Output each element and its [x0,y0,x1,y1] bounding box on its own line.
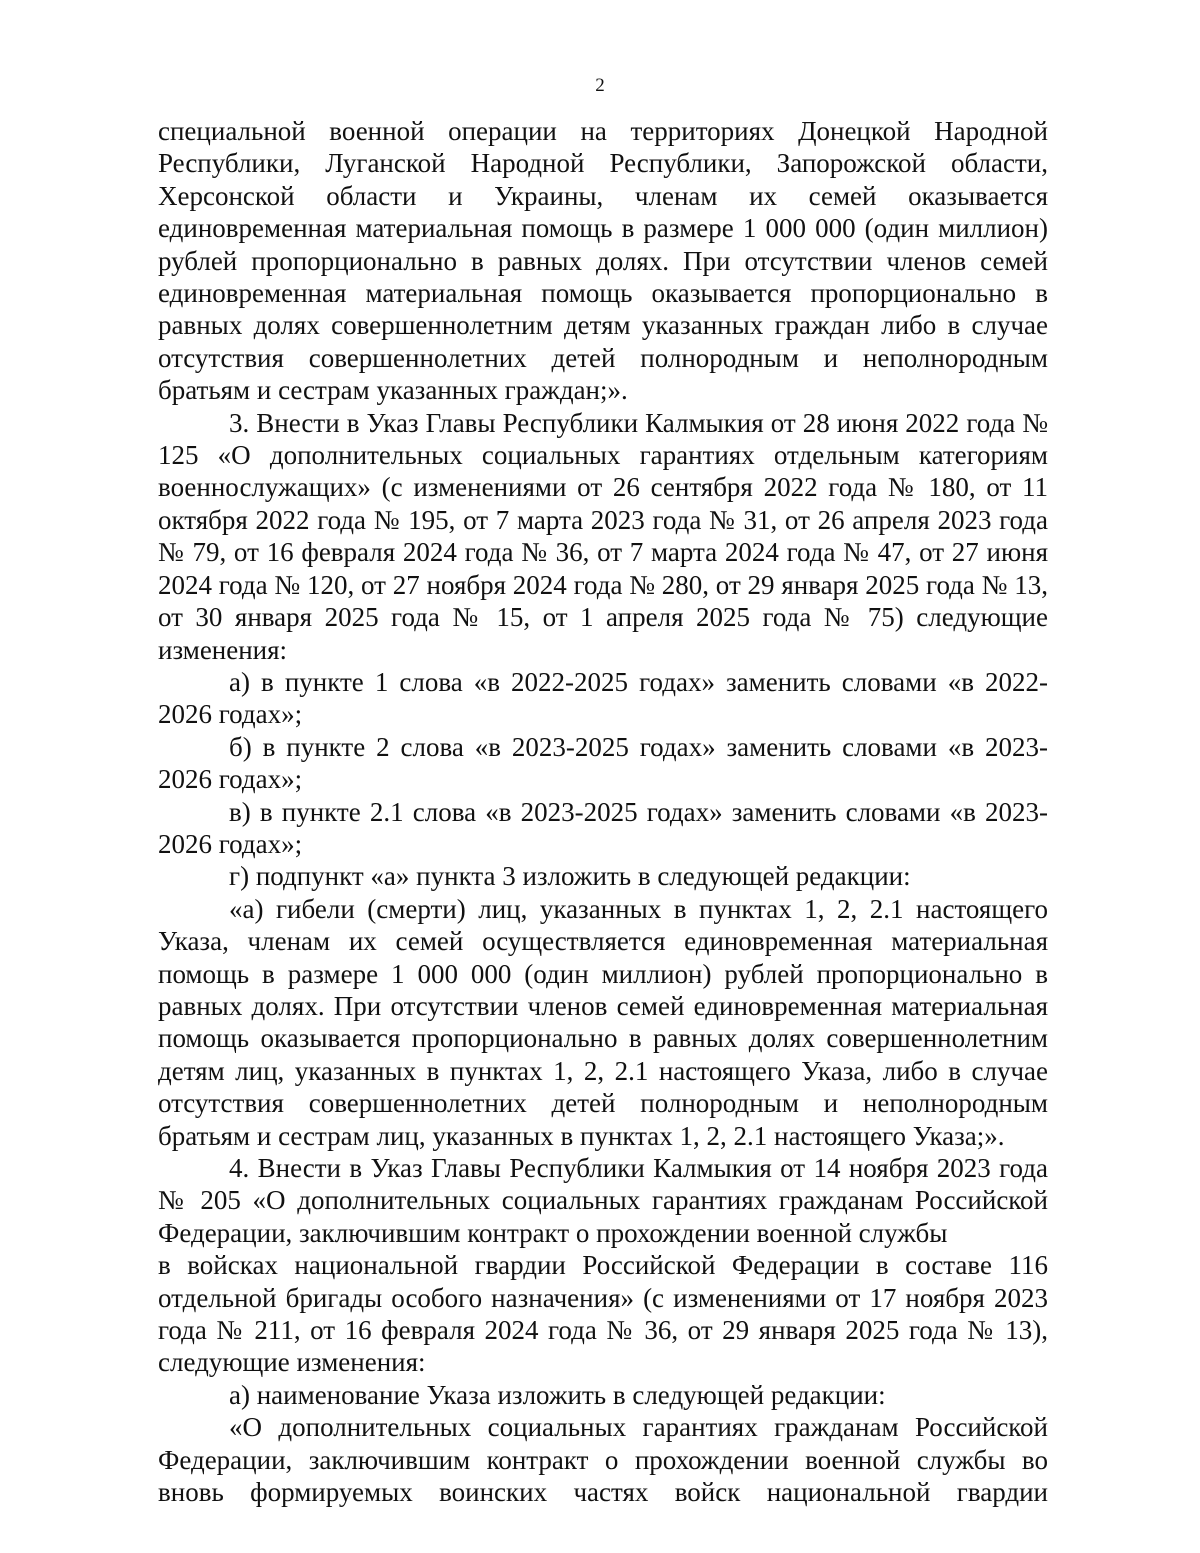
paragraph-item-3: 3. Внести в Указ Главы Республики Калмыкия от 28 июня 2022 года № 125 «О дополнительных социальных гарантиях отдельным категориям военнослужащих» (с изменениями от 26 сентября 2022 года № 180, от 11 октября 2022 года № 195, от 7 марта 2023 года № 31, от 26 апреля 2023 года № 79, от 16 февраля 2024 года № 36, от 7 марта 2024 года № 47, от 27 июня 2024 года № 120, от 27 ноября 2024 года № 280, от 29 января 2025 года № 13, от 30 января 2025 года № 15, от 1 апреля 2025 года № 75) следующие изменения: [158,407,1048,665]
page-number: 2 [595,75,605,96]
paragraph-item-3g: г) подпункт «а» пункта 3 изложить в следующей редакции: [229,861,911,892]
paragraph-item-3a: а) в пункте 1 слова «в 2022-2025 годах» заменить словами «в 2022-2026 годах»; [158,666,1048,730]
paragraph-quoted-title: «О дополнительных социальных гарантиях гражданам Российской Федерации, заключившим контракт о прохождении военной службы во вновь формируемых воинских частях войск национальной гвардии [158,1412,1048,1508]
paragraph-continuation-family-aid: специальной военной операции на территориях Донецкой Народной Республики, Луганской Народной Республики, Запорожской области, Херсонской области и Украины, членам их семей оказывается единовременная материальная помощь в размере 1 000 000 (один миллион) рублей пропорционально в равных долях. При отсутствии членов семей единовременная материальная помощь оказывается пропорционально в равных долях совершеннолетним детям указанных граждан либо в случае отсутствия совершеннолетних детей полнородным и неполнородным братьям и сестрам указанных граждан;». [158,116,1048,406]
paragraph-item-4a: а) наименование Указа изложить в следующей редакции: [229,1379,886,1410]
paragraph-quoted-subitem-a: «а) гибели (смерти) лиц, указанных в пунктах 1, 2, 2.1 настоящего Указа, членам их семей осуществляется единовременная материальная помощь в размере 1 000 000 (один миллион) рублей пропорционально в равных долях. При отсутствии членов семей единовременная материальная помощь оказывается пропорционально в равных долях совершеннолетним детям лиц, указанных в пунктах 1, 2, 2.1 настоящего Указа, либо в случае отсутствия совершеннолетних детей полнородным и неполнородным братьям и сестрам лиц, указанных в пунктах 1, 2, 2.1 настоящего Указа;». [158,893,1048,1151]
paragraph-item-4-continuation: в войсках национальной гвардии Российской Федерации в составе 116 отдельной бригады особого назначения» (с изменениями от 17 ноября 2023 года № 211, от 16 февраля 2024 года № 36, от 29 января 2025 года № 13), следующие изменения: [158,1250,1048,1378]
paragraph-item-3v: в) в пункте 2.1 слова «в 2023-2025 годах» заменить словами «в 2023-2026 годах»; [158,796,1048,859]
paragraph-item-3b: б) в пункте 2 слова «в 2023-2025 годах» заменить словами «в 2023-2026 годах»; [158,731,1048,795]
paragraph-item-4: 4. Внести в Указ Главы Республики Калмыкия от 14 ноября 2023 года № 205 «О дополнительных социальных гарантиях гражданам Российской Федерации, заключившим контракт о прохождении военной службы [158,1153,1048,1248]
document-body [158,115,1048,1508]
